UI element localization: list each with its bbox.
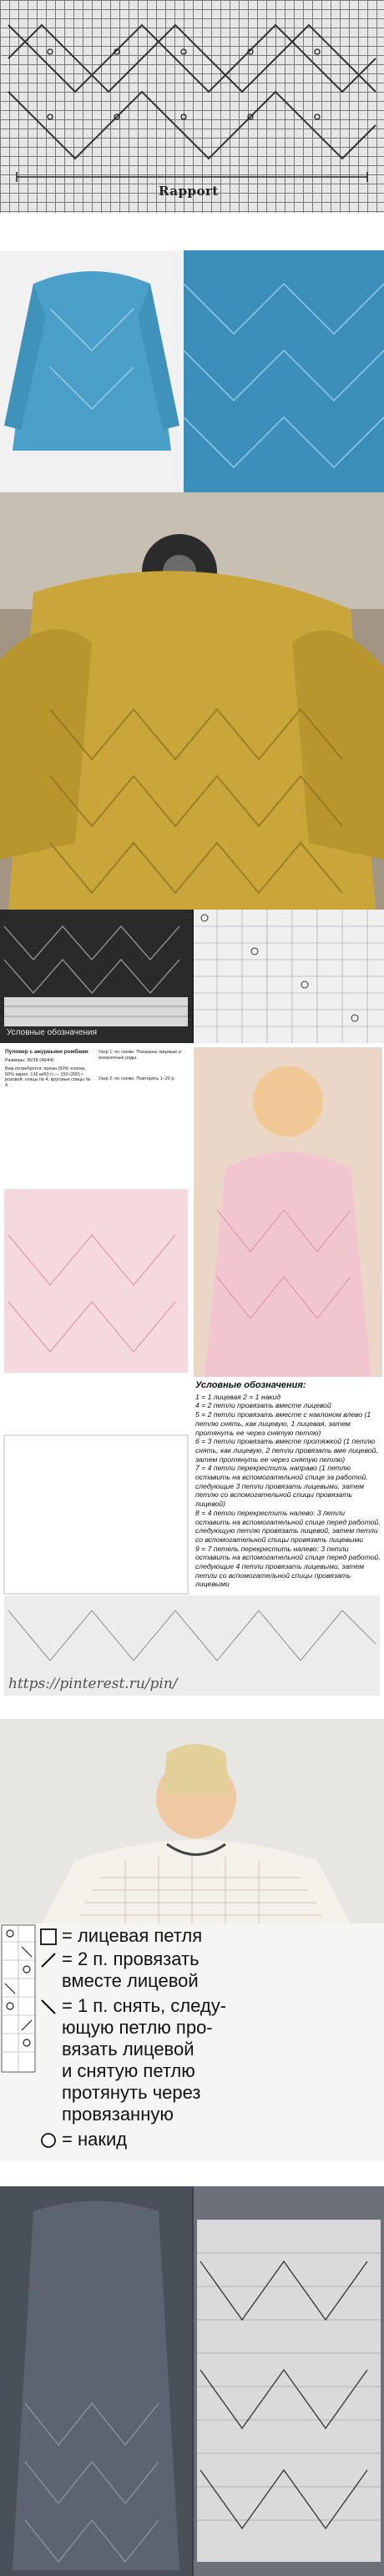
pink-legend-item: 9 = 7 петель перекрестить налево: 3 петли оставить на вспомогательной спице перед работой, следующие 4 петли провязать лицевыми, затем петли со вспомогательной спицы провязать лицевыми <box>195 1544 381 1589</box>
grey-tank-image <box>0 2186 384 2576</box>
legend-ssk: = 1 п. снять, следу- ющую петлю про- вязать лицевой и снятую петлю протянуть через провязанную <box>62 1995 227 2125</box>
swatch-and-chart[interactable] <box>0 910 384 1043</box>
photo-mustard-sweater[interactable] <box>0 492 384 910</box>
chart-lace-lines <box>0 0 384 213</box>
pink-page-intro: Размеры: 36/38 (40/44) <box>5 1058 54 1063</box>
blue-sweater-image <box>0 250 384 492</box>
pink-legend <box>195 1381 381 1589</box>
pink-text-col3: Узор 2: по схеме. Повторять 1–20 р. <box>99 1076 175 1081</box>
rapport-label: Rapport <box>159 184 219 199</box>
square-icon <box>38 1927 58 1947</box>
pink-pattern-page[interactable] <box>0 1043 384 1711</box>
pink-text-col1: Вам потребуется: пряжа (50% хлопок, 50% акрил, 130 м/50 г) — 150 (200) г розовой; спицы № 4; круговые спицы № 4. <box>5 1066 91 1088</box>
pink-legend-item: 7 = 4 петли перекрестить направо (1 петлю оставить на вспомогательной спице за работой, следующие 3 петли провязать лицевыми, затем петлю со вспомогательной спицы провязать лицевой) <box>195 1464 368 1509</box>
pink-legend-item: 5 = 2 петли провязать вместе с наклоном влево (1 петлю снять, как лицевую, 1 лицевая, затем протянуть ее через снятую петлю) <box>195 1410 371 1437</box>
white-sweater-image <box>0 1719 384 1923</box>
photo-blue-sweater[interactable] <box>0 250 384 492</box>
mini-chart <box>0 1923 37 2074</box>
mustard-sweater-image <box>0 492 384 910</box>
legend-yarnover: = накид <box>62 2129 128 2150</box>
slash-icon <box>38 1950 58 1970</box>
pink-legend-item: 8 = 4 петли перекрестить налево: 3 петли оставить на вспомогательной спице перед работой, следующую петлю провязать лицевой, затем петли со вспомогательной спицы провязать лицевыми <box>195 1508 381 1544</box>
grey-swatch-image <box>0 910 384 1043</box>
pink-legend-item: 1 = 1 лицевая 2 = 1 накид <box>195 1392 280 1401</box>
lace-chart-top <box>0 0 384 213</box>
pink-legend-item: 6 = 3 петли провязать вместе протяжкой (1 петлю снять, как лицевую, 2 петли провязать вме лицевой, затем протянуть ее через снятую петлю) <box>195 1437 378 1464</box>
photo-grey-tank[interactable] <box>0 2186 384 2576</box>
pink-page-title: Пуловер с ажурными ромбами <box>5 1049 88 1055</box>
circle-icon <box>38 2130 58 2150</box>
pink-page-visuals <box>0 1043 384 1711</box>
stitch-legend <box>0 1923 384 2174</box>
backslash-icon <box>38 1997 58 2017</box>
legend-k2tog: = 2 п. провязать вместе лицевой <box>62 1948 200 1991</box>
pink-text-col2: Узор 1: по схеме. Показаны лицевые и изнаночные ряды. <box>99 1050 181 1061</box>
pink-legend-heading: Условные обозначения: <box>195 1380 306 1390</box>
swatch-caption: Условные обозначения <box>7 1028 98 1037</box>
pink-legend-item: 4 = 2 петли провязать вместе лицевой <box>195 1401 331 1410</box>
watermark-url: https://pinterest.ru/pin/ <box>8 1676 178 1692</box>
legend-knit: = лицевая петля <box>62 1925 203 1946</box>
